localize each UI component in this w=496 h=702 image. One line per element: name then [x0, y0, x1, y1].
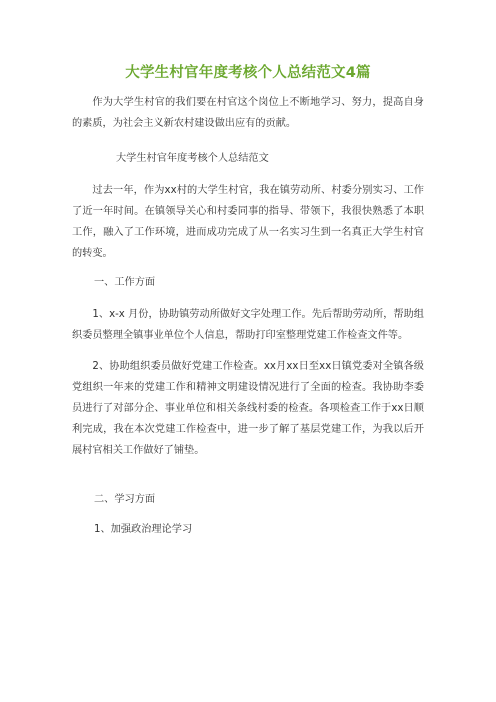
- intro-paragraph: 作为大学生村官的我们要在村官这个岗位上不断地学习、努力，提高自身的素质，为社会主义新农村建设做出应有的贡献。: [72, 97, 424, 129]
- heading-study: 二、学习方面: [94, 494, 156, 505]
- body-paragraph: 过去一年，作为xx村的大学生村官，我在镇劳动所、村委分别实习、工作了近一年时间。在镇领导关心和村委同事的指导、带领下，我很快熟悉了本职工作，融入了工作环境，进而成功完成了从一名实习生到一名真正大学生村官的转变。: [72, 185, 424, 259]
- body-paragraph: 1、x-x 月份，协助镇劳动所做好文字处理工作。先后帮助劳动所，帮助组织委员整理全镇事业单位个人信息，帮助打印室整理党建工作检查文件等。: [72, 309, 424, 341]
- heading-study-item: 1、加强政治理论学习: [94, 524, 193, 535]
- document-title: 大学生村官年度考核个人总结范文4篇: [125, 65, 371, 81]
- section-subtitle: 大学生村官年度考核个人总结范文: [116, 153, 269, 164]
- body-paragraph: 2、协助组织委员做好党建工作检查。xx月xx日至xx日镇党委对全镇各级党组织一年来的党建工作和精神文明建设情况进行了全面的检查。我协助李委员进行了对部分企、事业单位和相关条线村委的检查。各项检查工作于xx日顺利完成，我在本次党建工作检查中，进一步了解了基层党建工作，为我以后开展村官相关工作做好了铺垫。: [72, 361, 424, 456]
- heading-work: 一、工作方面: [94, 277, 156, 288]
